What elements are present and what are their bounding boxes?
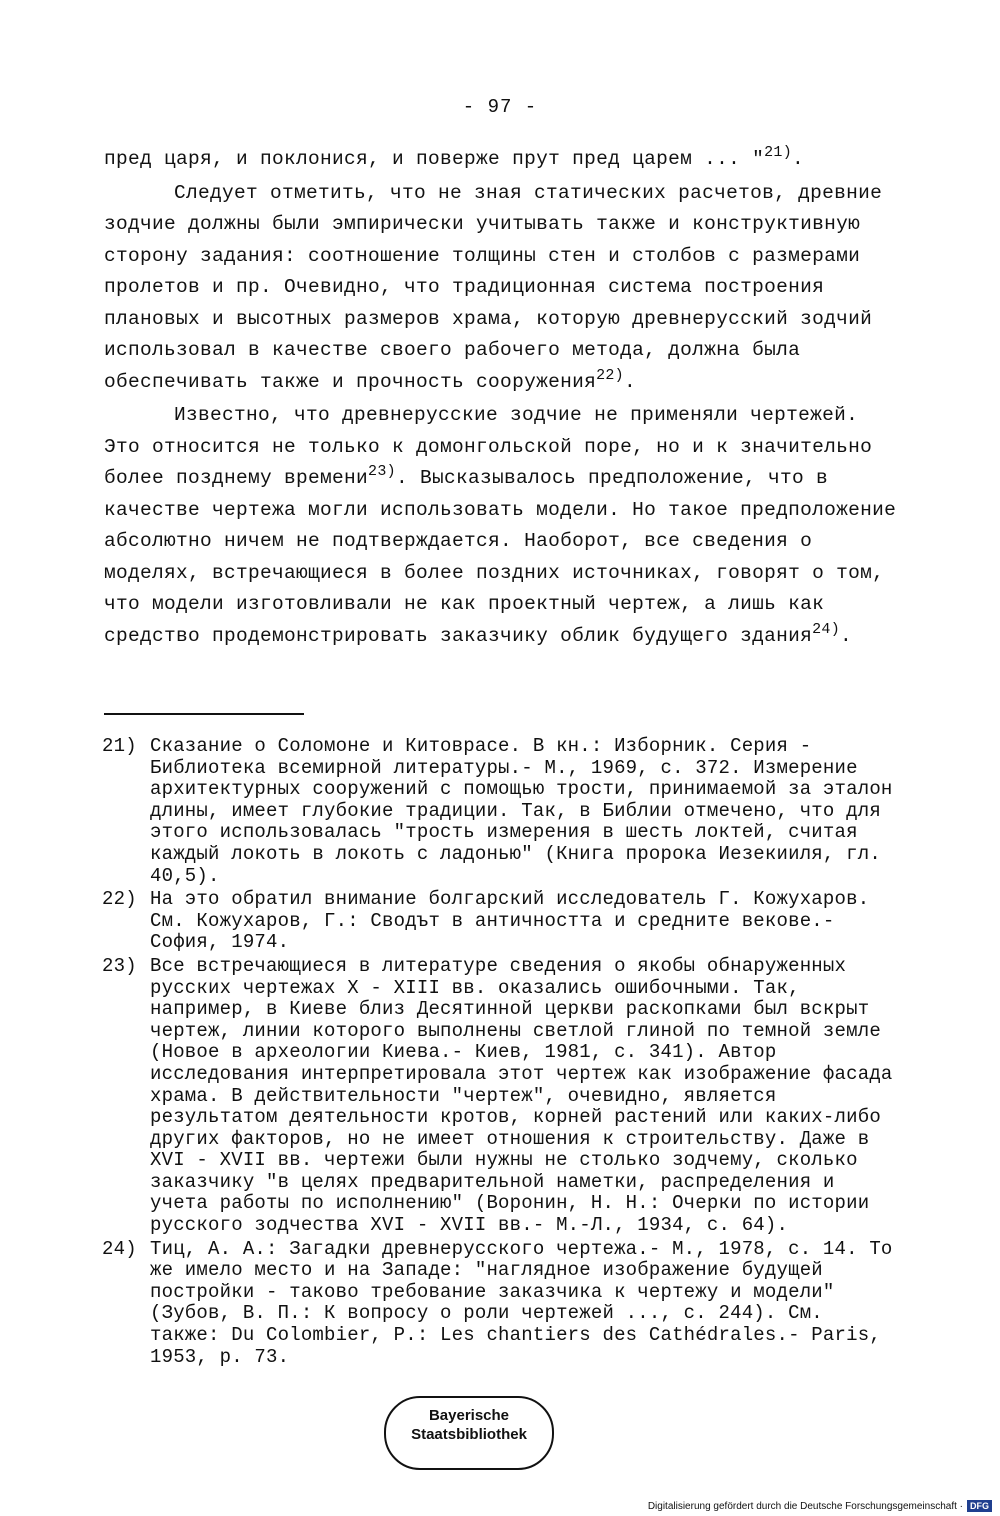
footnote-ref-23: 23) (368, 463, 396, 480)
paragraph-2-text-a: Известно, что древнерусские зодчие не применяли чертежей. Это относится не только к домонгольской поре, но и к значительно более позднему времени (104, 404, 873, 489)
footnote-number: 22) (102, 888, 137, 911)
punctuation: . (792, 148, 805, 170)
paragraph-2-text-b: . Высказывалось предположение, что в качестве чертежа могли использовать модели. Но такое предположение абсолютно ничем не подтверждается. Наоборот, все сведения о моделях, встречающиеся в более поздних источниках, говорят о том, что модели изготовливали не как проектный чертеж, а лишь как средство продемонстрировать заказчику облик будущего здания (104, 467, 897, 647)
punctuation: . (623, 370, 636, 393)
stamp-line-1: Bayerische (428, 1407, 510, 1424)
page-number: - 97 - (462, 96, 538, 118)
quote-text: пред царя, и поклонися, и поверже прут пред царем ... " (104, 148, 765, 170)
footnote-text: Все встречающиеся в литературе сведения о якобы обнаруженных русских чертежах X - XIII вв. оказались ошибочными. Так, например, в Киеве близ Десятинной церкви раскопками был вскрыт чертеж, линии которого выполнены светлой глиной по темной земле (Новое в археологии Киева.- Киев, 1981, с. 341). Автор исследования интерпретировала этот чертеж как изображение фасада храма. В действительности "чертеж", очевидно, является результатом деятельности кротов, корней растений или каких-либо других факторов, но не имеет отношения к строительству. Даже в XVI - XVII вв. чертежи были нужны не столько зодчему, сколько заказчику "в целях предварительной наметки, распределения и учета работы по исполнению" (Воронин, Н. Н.: Очерки по истории русского зодчества XVI - XVII вв.- М.-Л., 1934, с. 64). (150, 954, 893, 1237)
dfg-logo: DFG (967, 1500, 992, 1512)
library-stamp (384, 1396, 554, 1443)
credit-text: Digitalisierung gefördert durch die Deutsche Forschungsgemeinschaft · (647, 1500, 963, 1512)
footnote-text: На это обратил внимание болгарский исследователь Г. Кожухаров. См. Кожухаров, Г.: Сводът в античността и средните векове.- София, 1974. (150, 888, 870, 954)
footnote-ref-22: 22) (596, 366, 624, 384)
footnote-number: 24) (102, 1237, 137, 1260)
footnote-text: Сказание о Соломоне и Китоврасе. В кн.: Изборник. Серия - Библиотека всемирной литературы.- М., 1969, с. 372. Измерение архитектурных сооружений с помощью трости, принимаемой за эталон длины, имеет глубокие традиции. Так, в Библии отмечено, что для этого использовалась "трость измерения в шесть локтей, считая каждый локоть в локоть с ладонью" (Книга пророка Иезекииля, гл. 40,5). (150, 735, 893, 887)
footnote-23 (102, 956, 902, 1237)
footnote-22 (102, 889, 902, 954)
footnote-ref-24: 24) (812, 620, 841, 638)
paragraph-1-text: Следует отметить, что не зная статических расчетов, древние зодчие должны были эмпирически учитывать также и конструктивную сторону задания: соотношение толщины стен и столбов с размерами пролетов и пр. Очевидно, что традиционная система построения плановых и высотных размеров храма, которую древнерусский зодчий использовал в качестве своего рабочего метода, должна была обеспечивать также и прочность сооружения (104, 181, 883, 393)
footnote-divider (104, 713, 304, 715)
stamp-line-2: Staatsbibliothek (411, 1426, 527, 1443)
paragraph-2 (104, 400, 904, 652)
footnote-21 (102, 736, 902, 887)
footnotes (102, 734, 902, 1368)
footnote-24 (102, 1239, 902, 1369)
main-text (104, 138, 904, 652)
footnote-text: Тиц, А. А.: Загадки древнерусского чертежа.- М., 1978, с. 14. То же имело место и на Западе: "наглядное изображение будущей постройки - таково требование заказчика к чертежу и модели" (Зубов, В. П.: К вопросу о роли чертежей ..., с. 244). См. также: Du Colombier, P.: Les chantiers des Cathédrales.- Paris, 1953, p. 73. (150, 1237, 893, 1368)
digitization-credit (648, 1500, 992, 1512)
continued-quote-line (104, 144, 904, 176)
footnote-number: 21) (102, 735, 137, 757)
punctuation: . (840, 624, 853, 647)
paragraph-1 (104, 178, 904, 399)
footnote-ref-21: 21) (764, 144, 793, 161)
footnote-number: 23) (102, 954, 137, 977)
